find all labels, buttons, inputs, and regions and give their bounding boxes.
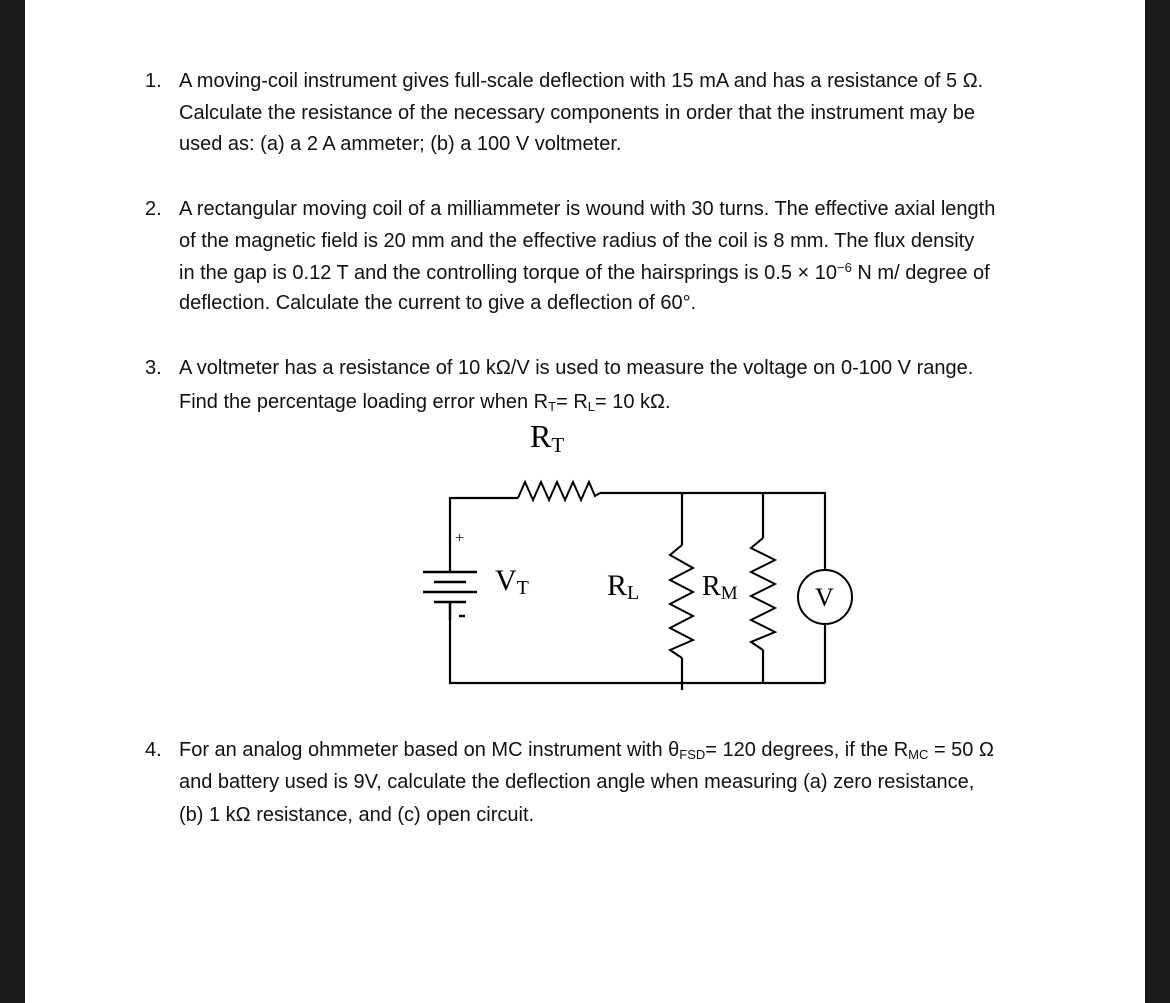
question-text-line: of the magnetic field is 20 mm and the effective radius of the coil is 8 mm. The flux density [179,230,975,252]
voltmeter-loading-circuit [385,420,865,695]
rl-resistor-icon [670,545,693,658]
rl-label: RL [607,569,640,604]
question-text-line: Find the percentage loading error when $R_T= R_L= 10$ kΩ. [179,391,671,414]
rt-resistor-icon [518,482,600,500]
rt-label: RT [530,420,565,457]
question-text-line: A rectangular moving coil of a milliammeter is wound with 30 turns. The effective axial length [179,198,996,220]
question-text-line: and battery used is 9V, calculate the deflection angle when measuring (a) zero resistance, [179,771,975,793]
question-text-line: deflection. Calculate the current to give a deflection of 60°. [179,292,697,314]
voltmeter-label: V [815,583,834,612]
question-number: 4. [145,739,162,761]
rm-label: RM [702,571,738,604]
rm-resistor-icon [751,538,775,650]
vt-label: VT [495,564,529,599]
question-text-line: A moving-coil instrument gives full-scale deflection with 15 mA and has a resistance of 5 Ω. [179,70,984,92]
question-text-line: used as: (a) a 2 A ammeter; (b) a 100 V voltmeter. [179,133,622,155]
question-text-line: For an analog ohmmeter based on MC instrument with $\theta_{FSD}= 120$ degrees, if the $R_{MC} = 50$ Ω [179,739,994,762]
question-number: 1. [145,70,162,92]
question-text-line: A voltmeter has a resistance of 10 kΩ/V is used to measure the voltage on 0-100 V range. [179,357,974,379]
question-text-line: (b) 1 kΩ resistance, and (c) open circuit. [179,804,535,826]
document-page [25,0,1145,1003]
battery-icon [423,572,477,620]
question-number: 2. [145,198,162,220]
question-text-line: in the gap is 0.12 T and the controlling torque of the hairsprings is $0.5 \times 10^{-6}$ N m/ degree of [179,260,990,284]
question-number: 3. [145,357,162,379]
question-text-line: Calculate the resistance of the necessary components in order that the instrument may be [179,102,975,124]
exponent: −6 [837,260,852,275]
battery-plus-label: + [455,530,465,547]
